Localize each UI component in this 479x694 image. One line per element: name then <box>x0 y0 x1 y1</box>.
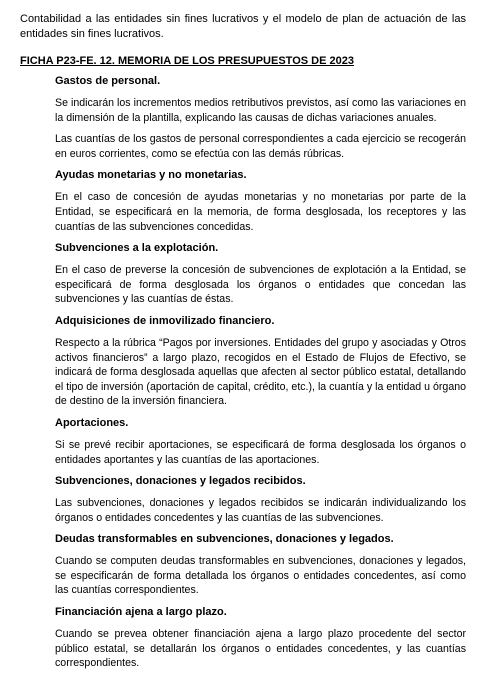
section-inmovilizado-financiero <box>55 314 466 409</box>
paragraph: Respecto a la rúbrica “Pagos por inversiones. Entidades del grupo y asociadas y Otros activos financieros” a largo plazo, recogidos en el Estado de Flujos de Efectivo, se indicará de forma desglosada aquellas que afecten al sector público estatal, detallando el tipo de inversión (aportación de capital, crédito, etc.), la cuantía y la entidad u órgano de destino de la inversión financiera. <box>55 336 466 408</box>
section-aportaciones <box>55 416 466 467</box>
paragraph: Las subvenciones, donaciones y legados recibidos se indicarán individualizando los órganos o entidades concedentes y las cuantías de las subvenciones. <box>55 497 466 524</box>
section-title: Adquisiciones de inmovilizado financiero. <box>55 314 275 327</box>
section-deudas-transformables <box>55 532 466 598</box>
section-subvenciones-recibidas <box>55 474 466 525</box>
section-title: Financiación ajena a largo plazo. <box>55 606 227 619</box>
header-text: Contabilidad a las entidades sin fines lucrativos y el modelo de plan de actuación de las entidades sin fines lucrativos. <box>20 13 466 40</box>
paragraph: En el caso de concesión de ayudas monetarias y no monetarias por parte de la Entidad, se especificará en la memoria, de forma desglosada, los receptores y las cuantías de las subvenciones concedidas. <box>55 191 466 233</box>
section-title: Gastos de personal. <box>55 75 161 87</box>
document-body <box>55 74 466 678</box>
fiche-title: FICHA P23-FE. 12. MEMORIA DE LOS PRESUPUESTOS DE 2023 <box>20 55 354 67</box>
section-subvenciones-explotacion <box>55 241 466 307</box>
section-title: Ayudas monetarias y no monetarias. <box>55 169 247 182</box>
paragraph: En el caso de preverse la concesión de subvenciones de explotación a la Entidad, se especificará de forma desglosada los órganos o entidades que concedan las subvenciones y las cuantías de éstas. <box>55 264 466 306</box>
paragraph: Si se prevé recibir aportaciones, se especificará de forma desglosada los órganos o entidades aportantes y las cuantías de las aportaciones. <box>55 438 466 466</box>
paragraph: Cuando se computen deudas transformables en subvenciones, donaciones y legados, se especificarán de forma detallada los órganos o entidades concedentes, así como las cuantías correspondientes. <box>55 555 466 597</box>
section-title: Deudas transformables en subvenciones, donaciones y legados. <box>55 533 394 546</box>
paragraph: Se indicarán los incrementos medios retributivos previstos, así como las variaciones en la dimensión de la plantilla, explicando las causas de dichas variaciones anuales. <box>55 97 466 124</box>
section-gastos-personal <box>55 74 466 161</box>
section-title: Aportaciones. <box>55 416 129 429</box>
section-title: Subvenciones a la explotación. <box>55 242 219 255</box>
section-financiacion-ajena <box>55 605 466 671</box>
paragraph: Cuando se prevea obtener financiación ajena a largo plazo procedente del sector público estatal, se detallarán los órganos o entidades concedentes, y las cuantías correspondientes. <box>55 628 466 670</box>
paragraph: Las cuantías de los gastos de personal correspondientes a cada ejercicio se recogerán en euros corrientes, como se efectúa con las demás rúbricas. <box>55 133 466 160</box>
section-title: Subvenciones, donaciones y legados recibidos. <box>55 475 306 488</box>
section-ayudas <box>55 168 466 234</box>
